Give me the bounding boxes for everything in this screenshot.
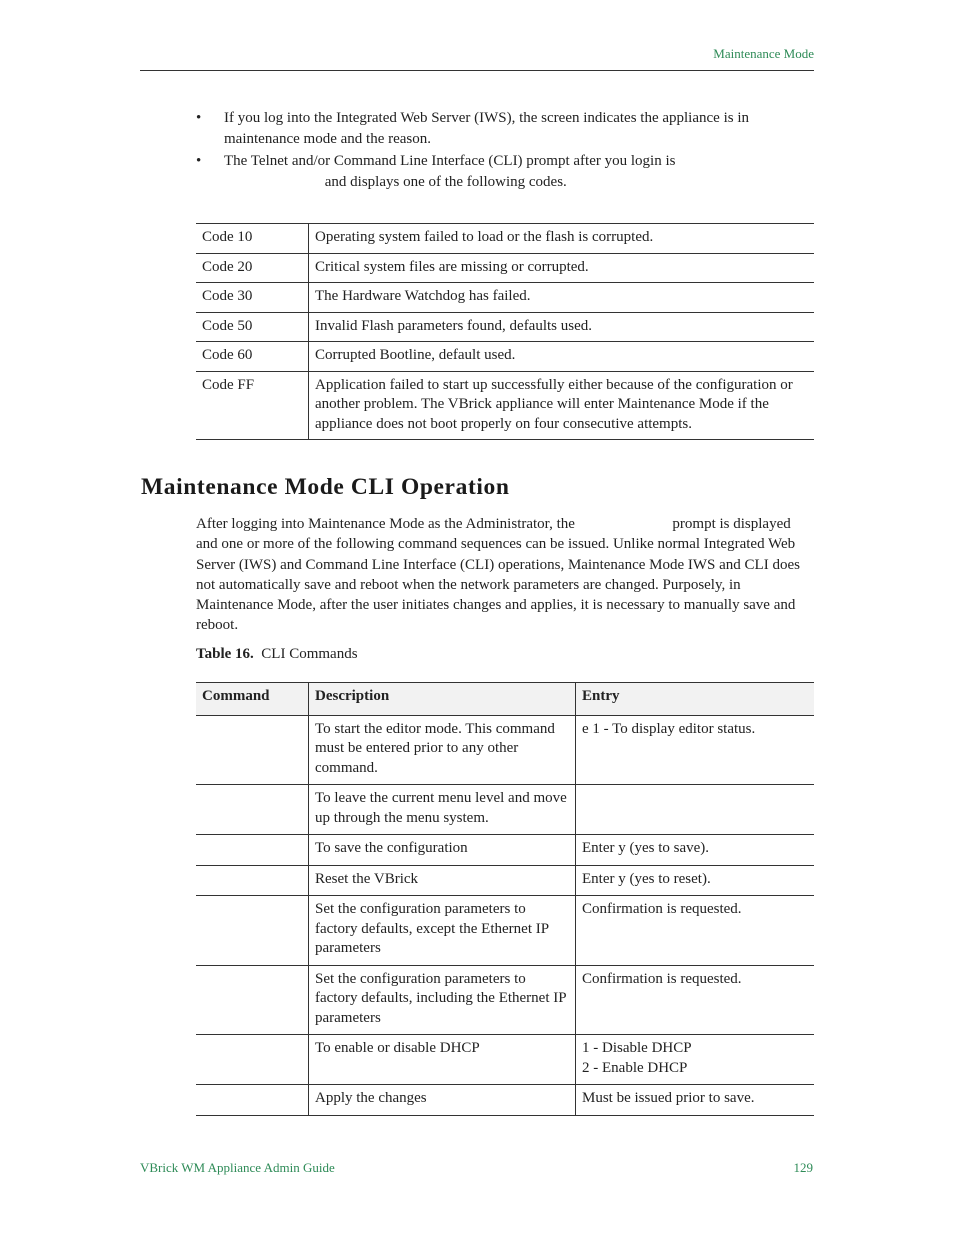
table-row xyxy=(196,965,814,1035)
entry-cell: Confirmation is requested. xyxy=(576,896,815,966)
code-cell: Code 30 xyxy=(196,283,309,313)
footer-guide-title: VBrick WM Appliance Admin Guide xyxy=(140,1160,335,1175)
entry-cell xyxy=(576,785,815,835)
code-description-cell: The Hardware Watchdog has failed. xyxy=(309,283,815,313)
entry-cell: e 1 - To display editor status. xyxy=(576,715,815,785)
code-description-cell: Operating system failed to load or the flash is corrupted. xyxy=(315,229,654,245)
maintenance-codes-table xyxy=(196,223,814,440)
entry-cell xyxy=(576,1035,815,1085)
table-row xyxy=(196,1085,814,1116)
description-cell: Apply the changes xyxy=(309,1085,576,1116)
command-cell xyxy=(196,896,309,966)
table-row xyxy=(196,896,814,966)
table-caption-label: Table 16. xyxy=(196,646,254,662)
description-cell: To start the editor mode. This command must be entered prior to any other command. xyxy=(309,715,576,785)
description-cell: To enable or disable DHCP xyxy=(309,1035,576,1085)
section-paragraph xyxy=(196,514,816,636)
description-cell: Reset the VBrick xyxy=(309,865,576,896)
bullet-text-part1: The Telnet and/or Command Line Interface (CLI) prompt after you login is xyxy=(224,153,676,169)
command-cell xyxy=(196,1035,309,1085)
entry-cell: Confirmation is requested. xyxy=(576,965,815,1035)
entry-line: 1 - Disable DHCP xyxy=(582,1040,692,1056)
entry-cell: Enter y (yes to reset). xyxy=(576,865,815,896)
command-cell xyxy=(196,835,309,866)
table-row xyxy=(196,1035,814,1085)
section-heading: Maintenance Mode CLI Operation xyxy=(141,474,510,500)
table-caption xyxy=(196,646,358,663)
command-cell xyxy=(196,865,309,896)
bullet-marker: • xyxy=(196,110,202,126)
bullet-text-part2: and displays one of the following codes. xyxy=(324,173,567,190)
description-cell: To leave the current menu level and move up through the menu system. xyxy=(309,785,576,835)
header-rule xyxy=(140,70,814,71)
table-row xyxy=(196,224,814,254)
table-row xyxy=(196,371,814,440)
bullet-list xyxy=(196,108,814,194)
bullet-text: If you log into the Integrated Web Server (IWS), the screen indicates the appliance is in maintenance mode and the reason. xyxy=(224,110,749,147)
table-caption-text: CLI Commands xyxy=(261,646,358,662)
table-row xyxy=(196,312,814,342)
running-header: Maintenance Mode xyxy=(713,46,814,61)
paragraph-text-part1: After logging into Maintenance Mode as the Administrator, the xyxy=(196,516,575,532)
code-description-cell: Application failed to start up successfully either because of the configuration or another problem. The VBrick appliance will enter Maintenance Mode if the appliance does not boot properly on four consecutive attempts. xyxy=(309,371,815,440)
code-cell: Code 50 xyxy=(196,312,309,342)
code-description-cell: Critical system files are missing or corrupted. xyxy=(309,253,815,283)
code-description-cell: Invalid Flash parameters found, defaults used. xyxy=(309,312,815,342)
table-header-row xyxy=(196,683,814,716)
code-cell: Code 20 xyxy=(196,253,309,283)
description-cell: To save the configuration xyxy=(309,835,576,866)
bullet-marker: • xyxy=(196,153,202,169)
footer-page-number: 129 xyxy=(793,1160,813,1175)
column-header-command: Command xyxy=(196,683,309,716)
description-cell: Set the configuration parameters to factory defaults, except the Ethernet IP parameters xyxy=(309,896,576,966)
description-cell: Set the configuration parameters to factory defaults, including the Ethernet IP parameters xyxy=(309,965,576,1035)
command-cell xyxy=(196,965,309,1035)
entry-line: 2 - Enable DHCP xyxy=(582,1059,688,1076)
table-row xyxy=(196,835,814,866)
bullet-item xyxy=(196,108,814,149)
table-row xyxy=(196,253,814,283)
code-cell: Code 60 xyxy=(196,342,309,372)
table-row xyxy=(196,715,814,785)
command-cell xyxy=(196,785,309,835)
code-cell: Code 10 xyxy=(196,224,309,254)
code-description-cell: Corrupted Bootline, default used. xyxy=(309,342,815,372)
entry-cell: Enter y (yes to save). xyxy=(576,835,815,866)
bullet-item xyxy=(196,151,814,192)
entry-cell: Must be issued prior to save. xyxy=(576,1085,815,1116)
table-row xyxy=(196,865,814,896)
column-header-description: Description xyxy=(309,683,576,716)
code-cell: Code FF xyxy=(196,371,309,440)
table-row xyxy=(196,785,814,835)
table-row xyxy=(196,342,814,372)
command-cell xyxy=(196,1085,309,1116)
command-cell xyxy=(196,715,309,785)
cli-commands-table xyxy=(196,682,814,1116)
paragraph-text-part2: prompt is displayed and one or more of the following command sequences can be issued. Unlike normal Integrated Web Server (IWS) and Command Line Interface (CLI) operations, Maintenance Mode IWS and CLI does not automatically save and reboot when the network parameters are changed. Purposely, in Maintenance Mode, after the user initiates changes and applies, it is necessary to manually save and reboot. xyxy=(196,516,800,634)
table-row xyxy=(196,283,814,313)
column-header-entry: Entry xyxy=(576,683,815,716)
